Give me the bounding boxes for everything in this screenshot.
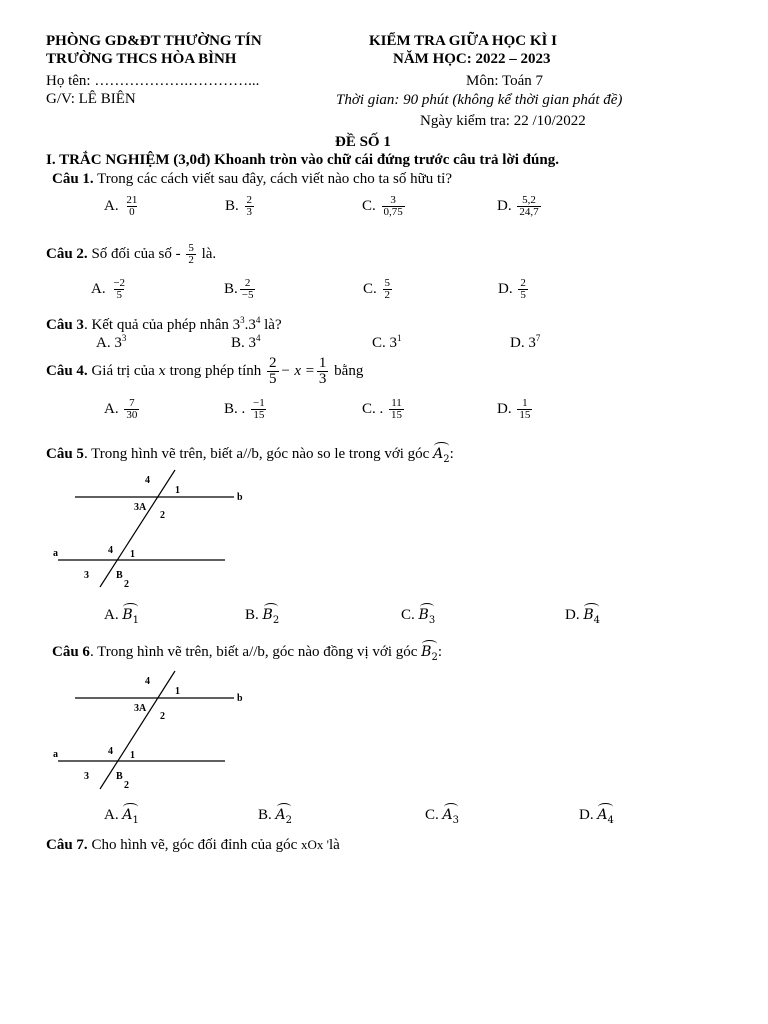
q2-option-c[interactable]: C. $\frac{5}{2}$ [363, 277, 391, 301]
angle-symbol: $B_2$ [421, 640, 438, 663]
svg-text:1: 1 [130, 549, 135, 560]
section-title: I. TRẮC NGHIỆM (3,0đ) Khoanh tròn vào chữ cái đứng trước câu trả lời đúng. [46, 152, 559, 168]
school-name: TRƯỜNG THCS HÒA BÌNH [46, 51, 237, 67]
svg-text:2: 2 [160, 510, 165, 521]
q3-option-d[interactable]: D. $3^7$ [510, 333, 541, 351]
question-2: Câu 2. Số đối của số - $\frac{5}{2}$ là. [46, 242, 217, 266]
svg-text:2: 2 [124, 579, 129, 590]
q2-option-b[interactable]: B. $\frac{2}{-5}$ [224, 277, 254, 301]
q6-option-d[interactable]: D. $A_4$ [579, 803, 614, 826]
exam-code: ĐỀ SỐ 1 [335, 134, 391, 150]
question-5: Câu 5. Trong hình vẽ trên, biết a//b, góc nào so le trong với góc $A_2$: [46, 442, 454, 465]
svg-text:1: 1 [130, 750, 135, 761]
q2-option-a[interactable]: A. $\frac{-2}{5}$ [91, 277, 126, 301]
exam-title: KIỂM TRA GIỮA HỌC KÌ I [369, 33, 557, 49]
line-a-label: a [53, 548, 58, 559]
q1-option-c[interactable]: C. $\frac{3}{0,75}$ [362, 194, 403, 218]
parallel-lines-figure-2 [50, 667, 260, 792]
teacher-name: G/V: LÊ BIÊN [46, 91, 136, 107]
svg-text:3A: 3A [134, 703, 147, 714]
svg-text:2: 2 [124, 780, 129, 791]
angle-symbol: $A_2$ [433, 442, 450, 465]
line-b-label: b [237, 492, 243, 503]
svg-text:3A: 3A [134, 502, 147, 513]
q5-option-b[interactable]: B. $B_2$ [245, 603, 279, 626]
q5-option-a[interactable]: A. $B_1$ [104, 603, 139, 626]
q5-option-d[interactable]: D. $B_4$ [565, 603, 600, 626]
exam-date: Ngày kiểm tra: 22 /10/2022 [420, 113, 586, 129]
q1-option-a[interactable]: A. $\frac{21}{0}$ [104, 194, 138, 218]
svg-text:B: B [116, 771, 123, 782]
question-4: Câu 4. Giá trị của x trong phép tính $\frac{2}{5}$ − x = $\frac{1}{3}$ bằng [46, 355, 364, 387]
q4-option-d[interactable]: D. $\frac{1}{15}$ [497, 397, 531, 421]
q4-option-a[interactable]: A. $\frac{7}{30}$ [104, 397, 138, 421]
subject: Môn: Toán 7 [466, 73, 544, 89]
svg-text:3: 3 [84, 570, 89, 581]
fraction: $\frac{3}{0,75}$ [383, 194, 403, 218]
dept-name: PHÒNG GD&ĐT THƯỜNG TÍN [46, 33, 262, 49]
parallel-lines-figure-1 [50, 465, 260, 590]
question-1: Câu 1. Trong các cách viết sau đây, cách viết nào cho ta số hữu tỉ? [52, 171, 452, 187]
question-7: Câu 7. Cho hình vẽ, góc đối đỉnh của góc xOx 'là [46, 837, 340, 853]
svg-text:4: 4 [145, 676, 150, 687]
q3-option-b[interactable]: B. $3^4$ [231, 333, 261, 351]
q6-option-b[interactable]: B. $A_2$ [258, 803, 292, 826]
q3-option-a[interactable]: A. $3^3$ [96, 333, 127, 351]
svg-text:4: 4 [145, 475, 150, 486]
fraction: $\frac{5,2}{24,7}$ [519, 194, 539, 218]
svg-text:1: 1 [175, 686, 180, 697]
svg-text:4: 4 [108, 545, 113, 556]
school-year: NĂM HỌC: 2022 – 2023 [393, 51, 551, 67]
line-b-label: b [237, 693, 243, 704]
svg-text:4: 4 [108, 746, 113, 757]
q1-option-b[interactable]: B. $\frac{2}{3}$ [225, 194, 253, 218]
q4-option-c[interactable]: C. . $\frac{11}{15}$ [362, 397, 403, 421]
fraction: $\frac{21}{0}$ [126, 194, 138, 218]
q4-option-b[interactable]: B. . $\frac{-1}{15}$ [224, 397, 265, 421]
line-a-label: a [53, 749, 58, 760]
q6-option-a[interactable]: A. $A_1$ [104, 803, 139, 826]
student-name-line: Họ tên: ……………….…………... [46, 73, 260, 89]
q2-option-d[interactable]: D. $\frac{2}{5}$ [498, 277, 526, 301]
fraction: $\frac{2}{3}$ [246, 194, 253, 218]
q6-option-c[interactable]: C. $A_3$ [425, 803, 459, 826]
svg-text:1: 1 [175, 485, 180, 496]
question-6: Câu 6. Trong hình vẽ trên, biết a//b, góc nào đồng vị với góc $B_2$: [52, 640, 442, 663]
question-3: Câu 3. Kết quả của phép nhân $3^3.3^4$ là? [46, 315, 282, 333]
q5-option-c[interactable]: C. $B_3$ [401, 603, 435, 626]
q3-option-c[interactable]: C. $3^1$ [372, 333, 402, 351]
q1-option-d[interactable]: D. $\frac{5,2}{24,7}$ [497, 194, 539, 218]
svg-text:3: 3 [84, 771, 89, 782]
svg-text:B: B [116, 570, 123, 581]
svg-text:2: 2 [160, 711, 165, 722]
exam-time: Thời gian: 90 phút (không kể thời gian phát đề) [336, 92, 623, 108]
